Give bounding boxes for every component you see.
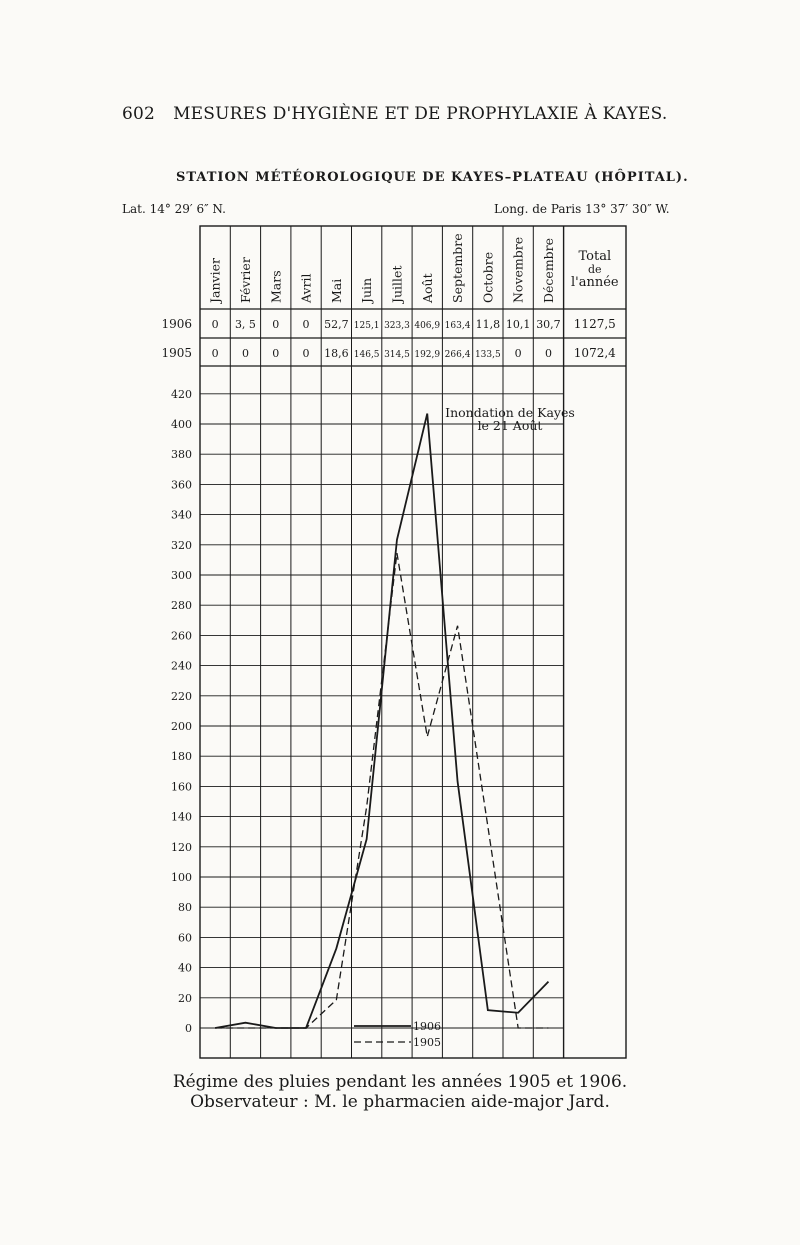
table-cell: 406,9 [414, 321, 441, 331]
table-cell: 0 [544, 347, 552, 360]
table-cell: 11,8 [475, 318, 501, 331]
table-cell: 146,5 [353, 350, 380, 360]
table-cell: 3, 5 [234, 318, 256, 331]
table-cell: 52,7 [324, 318, 349, 331]
table-cell: 125,1 [353, 321, 380, 331]
total-header: l'année [570, 275, 619, 290]
y-tick-label: 200 [171, 720, 192, 733]
y-tick-label: 140 [171, 810, 192, 824]
table-cell: 0 [241, 347, 249, 360]
y-tick-label: 420 [171, 387, 192, 401]
y-tick-label: 220 [171, 689, 192, 703]
month-header: Novembre [510, 236, 526, 303]
y-tick-label: 120 [171, 840, 192, 854]
caption-line-2: Observateur : M. le pharmacien aide-major Jard. [190, 1092, 610, 1112]
row-year-label: 1905 [161, 346, 192, 360]
table-cell: 314,5 [384, 350, 410, 360]
y-tick-label: 340 [171, 508, 192, 522]
table-cell: 10,1 [505, 318, 531, 331]
table-cell: 0 [211, 347, 219, 360]
table-cell: 0 [272, 318, 280, 331]
table-cell: 323,3 [384, 321, 410, 331]
flood-annotation: le 21 Août [477, 418, 543, 433]
flood-annotation: Inondation de Kayes [445, 405, 575, 420]
month-header: Septembre [450, 233, 466, 303]
table-frame [200, 226, 626, 1058]
month-header: Août [419, 273, 435, 303]
table-cell: 0 [272, 347, 280, 360]
row-total: 1072,4 [573, 346, 616, 360]
y-tick-label: 160 [171, 780, 192, 794]
month-header: Mars [268, 270, 284, 303]
y-tick-label: 380 [171, 448, 192, 462]
station-title: STATION MÉTÉOROLOGIQUE DE KAYES–PLATEAU (HÔPITAL). [176, 170, 689, 185]
y-tick-label: 100 [171, 871, 192, 884]
y-tick-label: 180 [171, 750, 192, 764]
month-header: Juin [359, 277, 375, 303]
longitude: Long. de Paris 13° 37′ 30″ W. [494, 202, 670, 216]
legend-label: 1905 [413, 1036, 441, 1049]
month-header: Avril [298, 273, 314, 303]
row-year-label: 1906 [161, 317, 192, 331]
y-tick-label: 20 [178, 991, 192, 1005]
table-cell: 30,7 [536, 318, 561, 331]
month-header: Juillet [389, 265, 405, 303]
table-cell: 0 [514, 347, 522, 360]
y-tick-label: 300 [171, 569, 192, 582]
total-header: Total [578, 249, 612, 264]
table-cell: 192,9 [414, 350, 441, 360]
y-tick-label: 260 [171, 629, 192, 643]
y-tick-label: 400 [171, 418, 192, 431]
month-header: Octobre [480, 251, 496, 303]
table-cell: 0 [302, 347, 310, 360]
y-tick-label: 280 [171, 599, 192, 613]
table-cell: 266,4 [444, 350, 471, 360]
running-head-title: MESURES D'HYGIÈNE ET DE PROPHYLAXIE À KAYES. [173, 104, 668, 124]
y-tick-label: 80 [178, 901, 192, 915]
caption-line-1: Régime des pluies pendant les années 1905 et 1906. [172, 1072, 628, 1092]
y-tick-label: 320 [171, 538, 192, 552]
month-header: Mai [328, 278, 344, 303]
month-header: Janvier [207, 258, 223, 303]
table-cell: 18,6 [324, 347, 349, 360]
y-tick-label: 360 [171, 478, 192, 492]
legend-label: 1906 [413, 1020, 441, 1033]
total-header: de [588, 263, 602, 276]
y-tick-label: 0 [185, 1022, 192, 1035]
table-cell: 0 [211, 318, 219, 331]
page-number: 602 [122, 104, 156, 124]
latitude: Lat. 14° 29′ 6″ N. [122, 202, 226, 216]
y-tick-label: 60 [178, 931, 192, 945]
table-cell: 0 [302, 318, 310, 331]
month-header: Décembre [540, 237, 556, 303]
y-tick-label: 240 [171, 659, 192, 673]
y-tick-label: 40 [178, 961, 192, 975]
month-header: Février [237, 257, 253, 303]
row-total: 1127,5 [573, 317, 616, 331]
table-cell: 133,5 [474, 350, 501, 360]
table-cell: 163,4 [444, 321, 471, 331]
